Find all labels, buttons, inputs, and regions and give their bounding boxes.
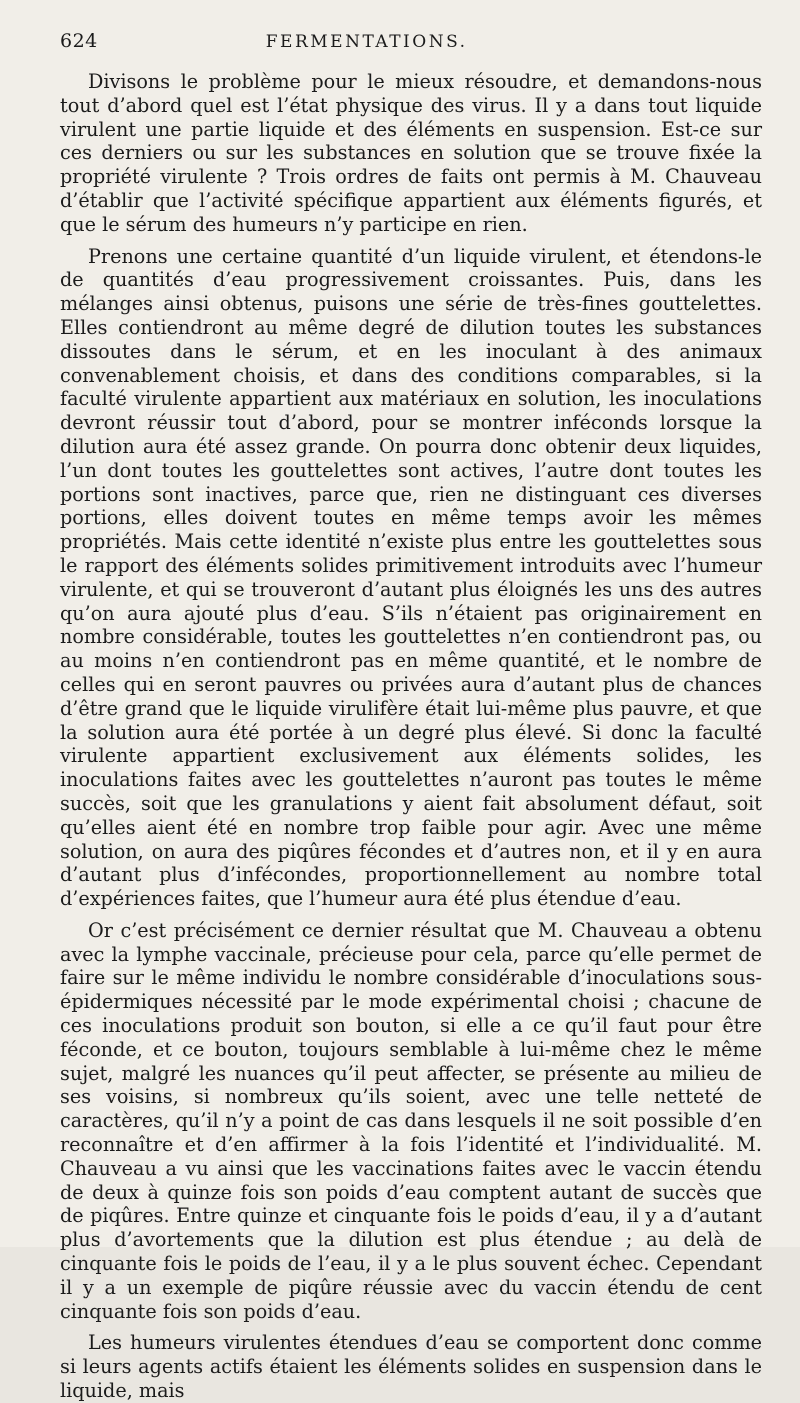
paragraph-3: Or c’est précisément ce dernier résultat que M. Chauveau a obtenu avec la lymphe vaccinale, précieuse pour cela, parce qu’elle permet de faire sur le même individu le nombre considérable d’inoculations sous-épidermiques nécessité par le mode expérimental choisi ; chacune de ces inoculations produit son bouton, si elle a ce qu’il faut pour être féconde, et ce bouton, toujours semblable à lui-même chez le même sujet, malgré les nuances qu’il peut affecter, se présente au milieu de ses voisins, si nombreux qu’ils soient, avec une telle netteté de caractères, qu’il n’y a point de cas dans lesquels il ne soit possible d’en reconnaître et d’en affirmer à la fois l’identité et l’individualité. M. Chauveau a vu ainsi que les vaccinations faites avec le vaccin étendu de deux à quinze fois son poids d’eau comptent autant de succès que de piqûres. Entre quinze et cinquante fois le poids d’eau, il y a d’autant plus d’avortements que la dilution est plus étendue ; au delà de cinquante fois le poids de l’eau, il y a le plus souvent échec. Cependant il y a un exemple de piqûre réussie avec du vaccin étendu de cent cinquante fois son poids d’eau. xyxy=(60,918,762,1323)
body-text xyxy=(60,70,762,1403)
page-number: 624 xyxy=(60,30,98,52)
paragraph-2: Prenons une certaine quantité d’un liquide virulent, et étendons-le de quantités d’eau progressivement croissantes. Puis, dans les mélanges ainsi obtenus, puisons une série de très-fines gouttelettes. Elles contiendront au même degré de dilution toutes les substances dissoutes dans le sérum, et en les inoculant à des animaux convenablement choisis, et dans des conditions comparables, si la faculté virulente appartient aux matériaux en solution, les inoculations devront réussir tout d’abord, pour se montrer inféconds lorsque la dilution aura été assez grande. On pourra donc obtenir deux liquides, l’un dont toutes les gouttelettes sont actives, l’autre dont toutes les portions sont inactives, parce que, rien ne distinguant ces diverses portions, elles doivent toutes en même temps avoir les mêmes propriétés. Mais cette identité n’existe plus entre les gouttelettes sous le rapport des éléments solides primitivement introduits avec l’humeur virulente, et qui se trouveront d’autant plus éloignés les uns des autres qu’on aura ajouté plus d’eau. S’ils n’étaient pas originairement en nombre considérable, toutes les gouttelettes n’en contiendront pas, ou au moins n’en contiendront pas en même quantité, et le nombre de celles qui en seront pauvres ou privées aura d’autant plus de chances d’être grand que le liquide virulifère était lui-même plus pauvre, et que la solution aura été portée à un degré plus élevé. Si donc la faculté virulente appartient exclusivement aux éléments solides, les inoculations faites avec les gouttelettes n’auront pas toutes le même succès, soit que les granulations y aient fait absolument défaut, soit qu’elles aient été en nombre trop faible pour agir. Avec une même solution, on aura des piqûres fécondes et d’autres non, et il y en aura d’autant plus d’infécondes, proportionnellement au nombre total d’expériences faites, que l’humeur aura été plus étendue d’eau. xyxy=(60,244,762,911)
running-title: FERMENTATIONS. xyxy=(265,32,468,52)
paragraph-1: Divisons le problème pour le mieux résoudre, et demandons-nous tout d’abord quel est l’état physique des virus. Il y a dans tout liquide virulent une partie liquide et des éléments en suspension. Est-ce sur ces derniers ou sur les substances en solution que se trouve fixée la propriété virulente ? Trois ordres de faits ont permis à M. Chauveau d’établir que l’activité spécifique appartient aux éléments figurés, et que le sérum des humeurs n’y participe en rien. xyxy=(60,70,762,236)
page-header xyxy=(60,30,762,64)
paragraph-4: Les humeurs virulentes étendues d’eau se comportent donc comme si leurs agents actifs étaient les éléments solides en suspension dans le liquide, mais xyxy=(60,1331,762,1403)
